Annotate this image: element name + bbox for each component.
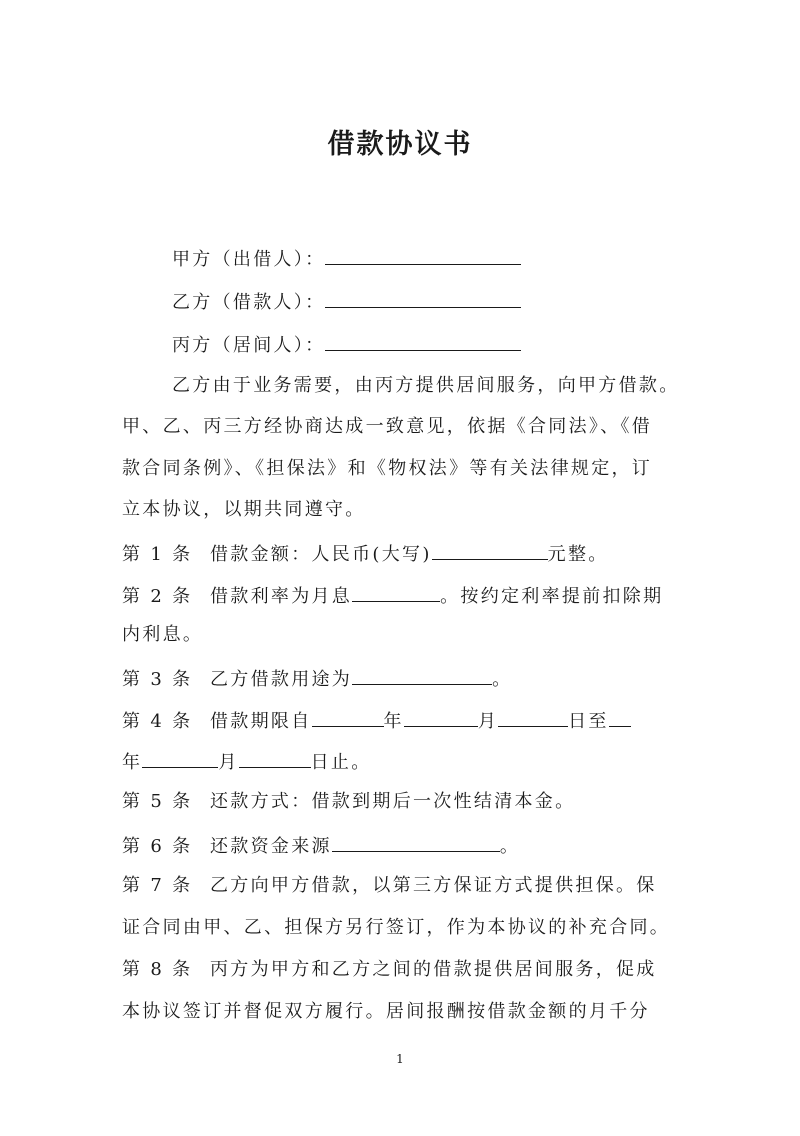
article-4-line-2 — [122, 747, 692, 776]
article-text: 年 — [122, 752, 143, 773]
party-a-line — [172, 244, 742, 273]
article-8-line-2: 本协议签订并督促双方履行。居间报酬按借款金额的月千分 — [122, 1001, 650, 1022]
amount-blank[interactable] — [432, 539, 548, 560]
intro-line-4: 立本协议，以期共同遵守。 — [122, 499, 366, 520]
article-text: 乙方向甲方借款，以第三方保证方式提供担保。保 — [210, 875, 657, 896]
article-7 — [122, 873, 692, 899]
party-a-label: 甲方（出借人）： — [172, 249, 326, 270]
article-text: 还款资金来源 — [210, 836, 332, 857]
article-text: 。 — [492, 669, 513, 690]
end-year-blank-part[interactable] — [609, 706, 631, 727]
article-text: 日止。 — [310, 752, 372, 773]
article-number: 第 4 条 — [122, 711, 193, 732]
page-number: 1 — [396, 1052, 404, 1066]
article-text: 丙方为甲方和乙方之间的借款提供居间服务，促成 — [210, 959, 657, 980]
article-number: 第 5 条 — [122, 791, 193, 812]
article-text: 月 — [218, 752, 239, 773]
article-number: 第 8 条 — [122, 959, 193, 980]
article-text: 借款利率为月息 — [210, 586, 353, 607]
start-year-blank[interactable] — [312, 706, 384, 727]
intro-line-2: 甲、乙、丙三方经协商达成一致意见，依据《合同法》、《借 — [122, 416, 653, 437]
party-a-blank[interactable] — [325, 244, 521, 265]
article-number: 第 6 条 — [122, 836, 193, 857]
start-month-blank[interactable] — [404, 706, 478, 727]
article-4 — [122, 706, 692, 735]
intro-line-1: 乙方由于业务需要，由丙方提供居间服务，向甲方借款。 — [172, 375, 680, 396]
article-text: 年 — [383, 711, 404, 732]
article-3 — [122, 664, 692, 693]
article-5 — [122, 789, 692, 815]
article-text: 。 — [499, 836, 521, 857]
article-number: 第 1 条 — [122, 544, 193, 565]
intro-line-3: 款合同条例》、《担保法》和《物权法》等有关法律规定，订 — [122, 458, 653, 479]
party-c-blank[interactable] — [325, 330, 521, 351]
start-day-blank[interactable] — [498, 706, 568, 727]
article-text: 月 — [477, 711, 499, 732]
repayment-source-blank[interactable] — [332, 831, 500, 852]
document-title: 借款协议书 — [327, 129, 473, 160]
article-number: 第 7 条 — [122, 875, 193, 896]
article-2-line-2: 内利息。 — [122, 624, 204, 645]
article-text: 乙方借款用途为 — [210, 669, 353, 690]
party-b-line — [172, 287, 742, 316]
party-b-blank[interactable] — [325, 287, 521, 308]
article-2 — [122, 581, 692, 610]
article-text: 元整。 — [547, 544, 609, 565]
party-c-label: 丙方（居间人）： — [172, 335, 326, 356]
end-month-blank[interactable] — [239, 747, 311, 768]
article-text: 还款方式：借款到期后一次性结清本金。 — [210, 791, 576, 812]
interest-rate-blank[interactable] — [352, 581, 440, 602]
end-year-blank[interactable] — [142, 747, 218, 768]
article-number: 第 2 条 — [122, 586, 193, 607]
article-8 — [122, 957, 692, 983]
article-text: 。按约定利率提前扣除期 — [440, 586, 664, 607]
loan-purpose-blank[interactable] — [352, 664, 492, 685]
article-6 — [122, 831, 692, 860]
party-b-label: 乙方（借款人）： — [172, 292, 326, 313]
article-7-line-2: 证合同由甲、乙、担保方另行签订，作为本协议的补充合同。 — [122, 917, 671, 938]
article-text: 借款期限自 — [210, 711, 312, 732]
article-number: 第 3 条 — [122, 669, 193, 690]
article-text: 借款金额：人民币(大写) — [210, 544, 432, 565]
article-text: 日至 — [568, 711, 609, 732]
article-1 — [122, 539, 692, 568]
party-c-line — [172, 330, 742, 359]
